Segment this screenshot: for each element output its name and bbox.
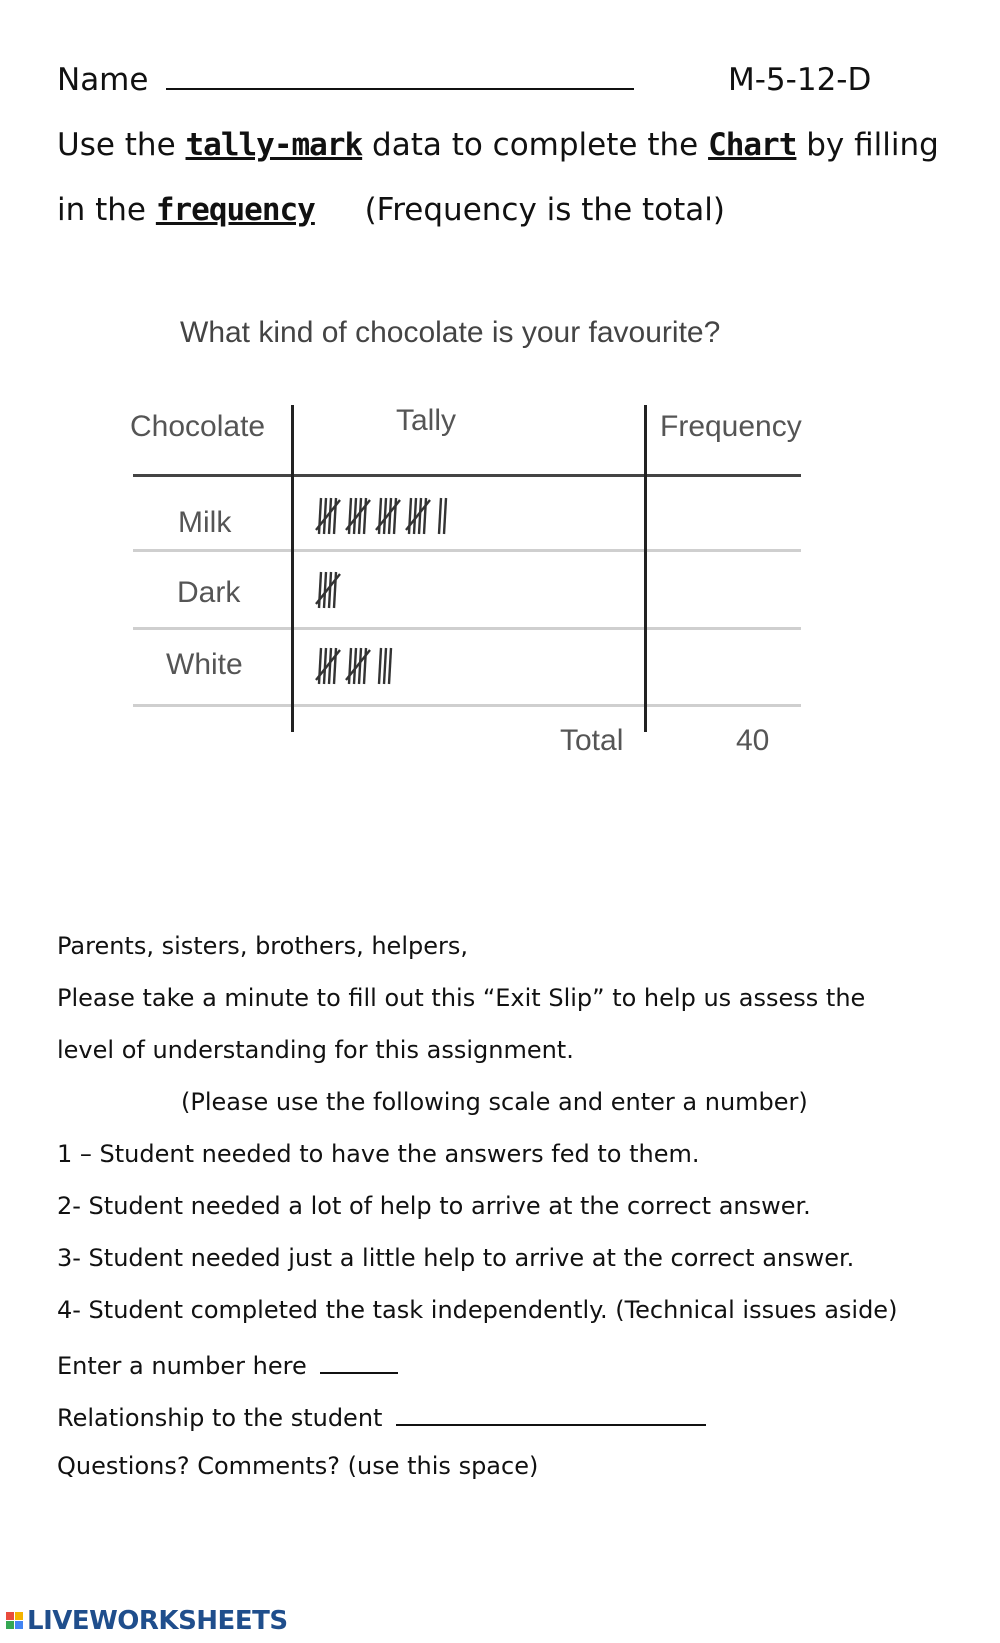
name-label: Name	[57, 62, 149, 98]
col-header-frequency: Frequency	[660, 410, 802, 443]
tally-stroke	[334, 572, 336, 608]
keyword-chart: Chart	[708, 127, 797, 163]
note-line: Please take a minute to fill out this “Exit Slip” to help us assess the	[57, 984, 866, 1012]
tally-stroke	[364, 648, 366, 684]
row-label-dark: Dark	[177, 576, 241, 609]
enter-number-line	[57, 1350, 398, 1378]
tally-stroke	[334, 648, 336, 684]
keyword-frequency: frequency	[155, 192, 315, 228]
tally-stroke	[379, 498, 381, 534]
name-label-line	[57, 62, 634, 98]
note-line: (Please use the following scale and enter a number)	[181, 1088, 808, 1116]
tally-stroke	[364, 498, 366, 534]
note-line: level of understanding for this assignment.	[57, 1036, 574, 1064]
tally-stroke	[329, 572, 331, 608]
logo-text: LIVEWORKSHEETS	[27, 1606, 288, 1636]
tally-stroke	[439, 498, 441, 534]
tally-stroke	[349, 498, 351, 534]
tally-stroke	[349, 648, 351, 684]
logo-icon	[6, 1612, 24, 1630]
enter-number-blank[interactable]	[320, 1350, 398, 1374]
tally-stroke	[419, 498, 421, 534]
tally-stroke	[359, 648, 361, 684]
enter-number-label: Enter a number here	[57, 1352, 307, 1380]
relationship-label: Relationship to the student	[57, 1404, 383, 1432]
tally-stroke	[394, 498, 396, 534]
scale-item: 4- Student completed the task independently. (Technical issues aside)	[57, 1296, 898, 1324]
column-divider	[644, 405, 647, 732]
total-label: Total	[560, 724, 624, 757]
questions-line: Questions? Comments? (use this space)	[57, 1452, 539, 1480]
total-value: 40	[736, 724, 770, 757]
tally-stroke	[444, 498, 446, 534]
col-header-chocolate: Chocolate	[130, 410, 266, 443]
instruction-text: by filling	[806, 127, 939, 163]
row-separator	[133, 704, 801, 707]
tally-stroke	[379, 648, 381, 684]
instruction-text: (Frequency is the total)	[364, 192, 725, 228]
tally-stroke	[389, 498, 391, 534]
worksheet-code: M-5-12-D	[728, 62, 872, 98]
liveworksheets-logo	[6, 1606, 288, 1636]
row-label-white: White	[166, 648, 243, 681]
column-divider	[291, 405, 294, 732]
tally-stroke	[424, 498, 426, 534]
tally-stroke	[319, 648, 321, 684]
instruction-line-2	[57, 192, 725, 228]
row-separator	[133, 627, 801, 630]
tally-stroke	[329, 648, 331, 684]
frequency-input-dark[interactable]	[652, 560, 798, 620]
relationship-line	[57, 1402, 706, 1430]
scale-item: 3- Student needed just a little help to arrive at the correct answer.	[57, 1244, 855, 1272]
instruction-text: Use the	[57, 127, 176, 163]
tally-marks-white	[315, 642, 515, 692]
tally-stroke	[384, 648, 386, 684]
scale-item: 2- Student needed a lot of help to arrive at the correct answer.	[57, 1192, 811, 1220]
tally-stroke	[329, 498, 331, 534]
tally-stroke	[334, 498, 336, 534]
chart-title: What kind of chocolate is your favourite?	[180, 316, 721, 349]
instruction-text: data to complete the	[372, 127, 699, 163]
tally-stroke	[319, 572, 321, 608]
tally-stroke	[389, 648, 391, 684]
relationship-blank[interactable]	[396, 1402, 706, 1426]
instruction-line-1	[57, 127, 939, 163]
instruction-text: in the	[57, 192, 146, 228]
tally-marks-milk	[315, 492, 515, 542]
tally-stroke	[359, 498, 361, 534]
note-line: Parents, sisters, brothers, helpers,	[57, 932, 468, 960]
scale-item: 1 – Student needed to have the answers fed to them.	[57, 1140, 700, 1168]
row-label-milk: Milk	[178, 506, 232, 539]
keyword-tally-mark: tally-mark	[185, 127, 363, 163]
header-rule	[133, 474, 801, 477]
frequency-input-milk[interactable]	[652, 486, 798, 542]
row-separator	[133, 549, 801, 552]
col-header-tally: Tally	[396, 404, 457, 437]
name-blank[interactable]	[166, 66, 634, 90]
tally-stroke	[409, 498, 411, 534]
tally-marks-dark	[315, 566, 515, 616]
frequency-input-white[interactable]	[652, 636, 798, 698]
tally-stroke	[319, 498, 321, 534]
